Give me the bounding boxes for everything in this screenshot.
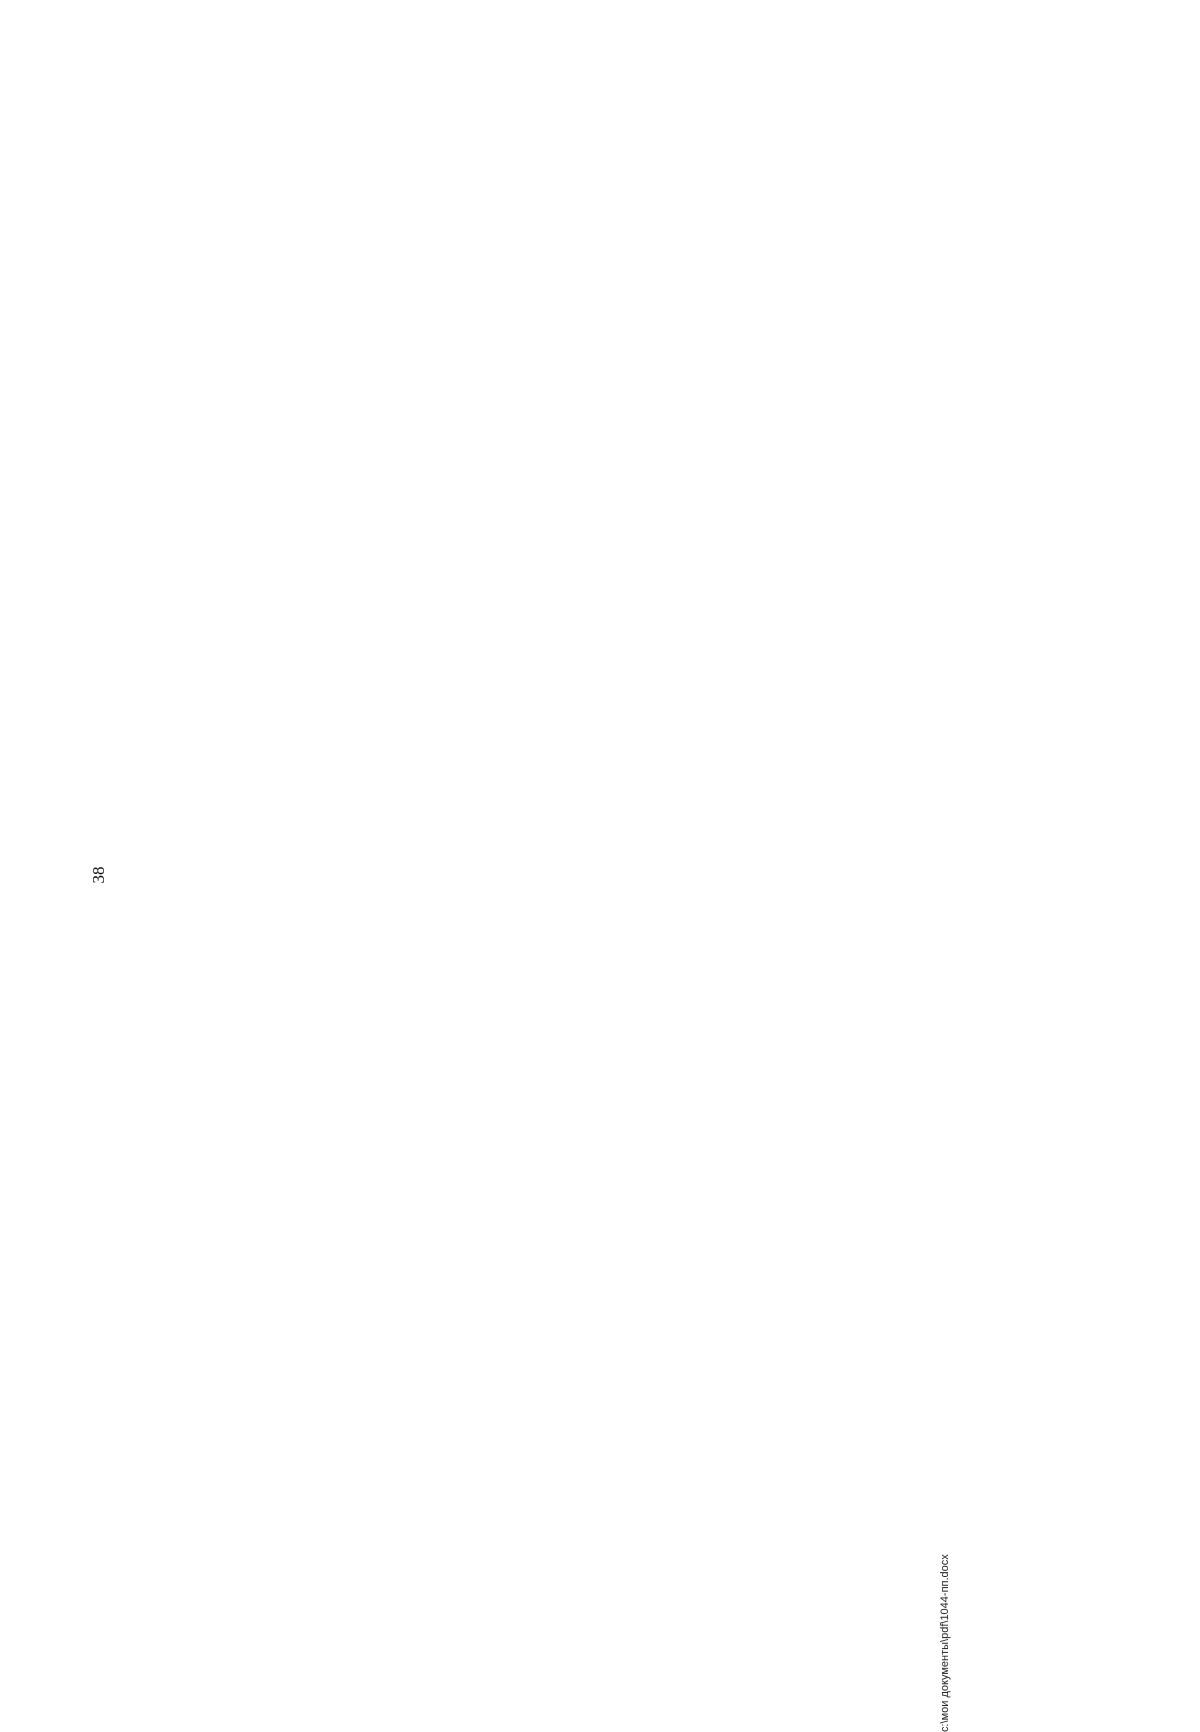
footer-file-path: c:\мои документы\pdf\1044-пп.docx (939, 1554, 951, 1732)
page-number: 38 (89, 866, 108, 884)
